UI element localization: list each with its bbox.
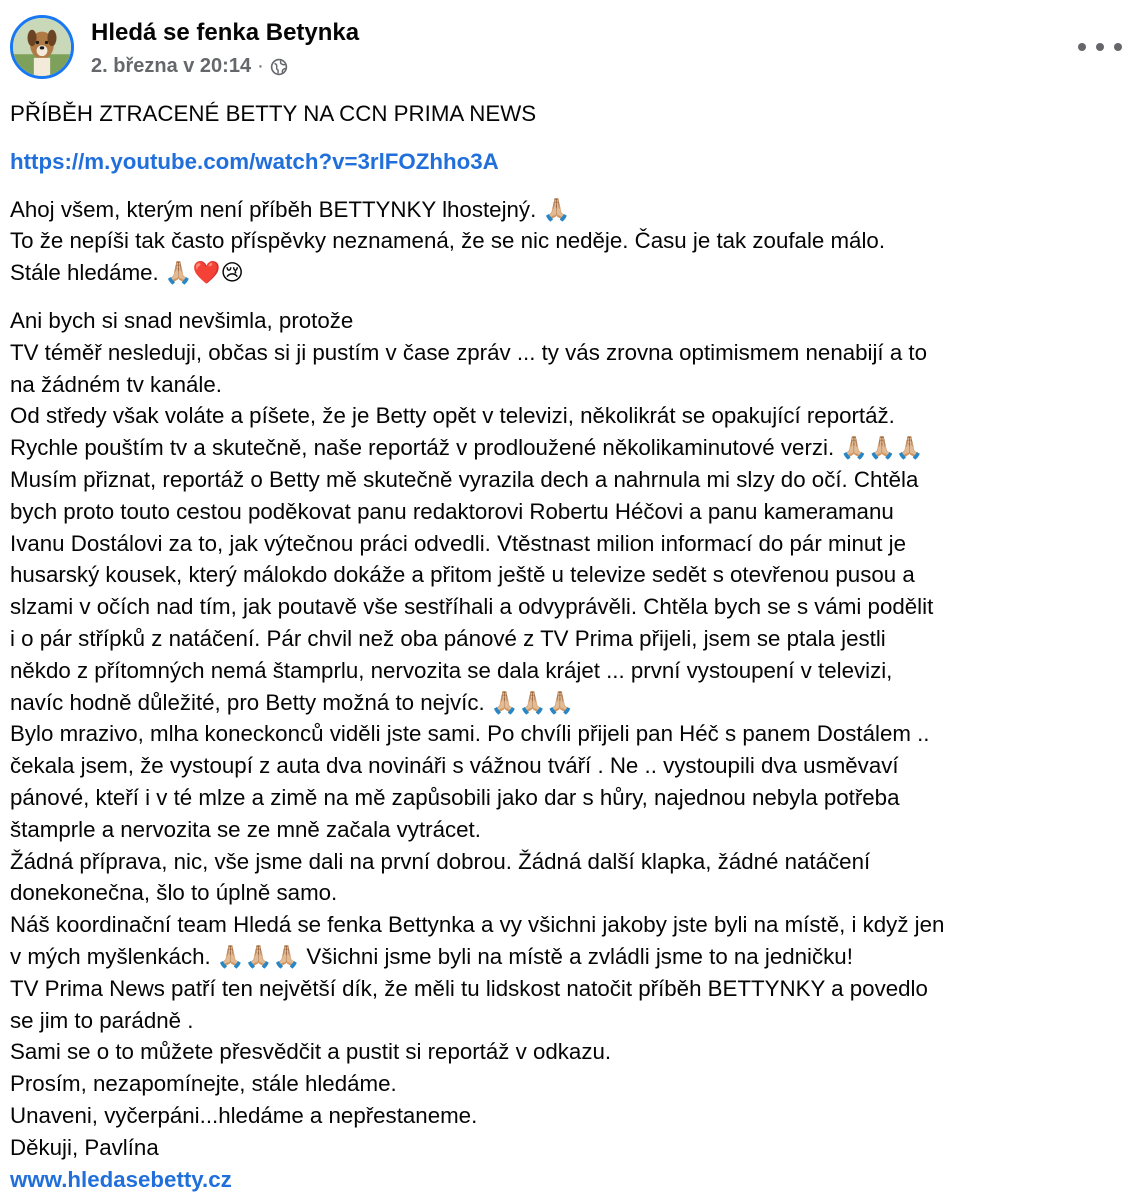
post-title: PŘÍBĚH ZTRACENÉ BETTY NA CCN PRIMA NEWS [10, 101, 537, 126]
more-options-button[interactable] [1078, 35, 1122, 59]
text-line: Náš koordinační team Hledá se fenka Bettynka a vy všichni jakoby jste byli na místě, i když jen [10, 912, 945, 938]
text-line: Ani bych si snad nevšimla, protože [10, 307, 354, 333]
post-header [10, 13, 1122, 85]
text-line: TV téměř nesleduji, občas si ji pustím v čase zpráv ... ty vás zrovna optimismem nenabijí a to [10, 339, 928, 365]
post-timestamp[interactable]: 2. března v 20:14 [91, 55, 252, 77]
text-line: husarský kousek, který málokdo dokáže a přitom ještě u televize sedět s otevřenou pusou a [10, 562, 915, 588]
more-dots-icon [1114, 43, 1122, 51]
meta-separator: · [257, 55, 264, 77]
text-line: Rychle pouštím tv a skutečně, naše reportáž v prodloužené několikaminutové verzi. 🙏🏼🙏🏼🙏🏼 [10, 435, 924, 461]
text-line: pánové, kteří i v té mlze a zimě na mě zapůsobili jako dar s hůry, najednou nebyla potřeba [10, 784, 900, 810]
text-line: v mých myšlenkách. 🙏🏼🙏🏼🙏🏼 Všichni jsme byli na místě a zvládli jsme to na jedničku! [10, 943, 853, 969]
youtube-link[interactable]: https://m.youtube.com/watch?v=3rlFOZhho3A [10, 148, 499, 174]
text-line: někdo z přítomných nemá štamprlu, nervozita se dala krájet ... první vystoupení v televizi, [10, 657, 893, 683]
text-line: slzami v očích nad tím, jak poutavě vše sestříhali a odvyprávěli. Chtěla bych se s vámi podělit [10, 594, 934, 620]
text-line: se jim to parádně . [10, 1007, 194, 1033]
text-line: TV Prima News patří ten největší dík, že měli tu lidskost natočit příběh BETTYNKY a povedlo [10, 975, 928, 1001]
more-dots-icon [1078, 43, 1086, 51]
text-line: Musím přiznat, reportáž o Betty mě skutečně vyrazila dech a nahrnula mi slzy do očí. Chtěla [10, 466, 919, 492]
text-line: Ivanu Dostálovi za to, jak výtečnou práci odvedli. Vtěstnast milion informací do pár minut je [10, 530, 907, 556]
dog-photo-icon [13, 18, 71, 76]
text-line: i o pár střípků z natáčení. Pár chvil než oba pánové z TV Prima přijeli, jsem se ptala jestli [10, 625, 886, 651]
post-body [10, 98, 1125, 1195]
intro-line: Stále hledáme. 🙏🏼❤️😢 [10, 260, 244, 286]
text-line: Sami se o to můžete přesvědčit a pustit si reportáž v odkazu. [10, 1039, 612, 1065]
text-line: navíc hodně důležité, pro Betty možná to nejvíc. 🙏🏼🙏🏼🙏🏼 [10, 689, 575, 715]
text-line: čekala jsem, že vystoupí z auta dva novináři s vážnou tváří . Ne .. vystoupili dva usměvaví [10, 753, 899, 779]
post-text [10, 305, 1125, 1164]
post-meta [91, 55, 288, 78]
text-line: Žádná příprava, nic, vše jsme dali na první dobrou. Žádná další klapka, žádné natáčení [10, 848, 871, 874]
text-line: Bylo mrazivo, mlha koneckonců viděli jste sami. Po chvíli přijeli pan Héč s panem Dostálem .. [10, 721, 930, 747]
text-line: na žádném tv kanále. [10, 371, 222, 397]
text-line: donekonečna, šlo to úplně samo. [10, 880, 338, 906]
text-line: bych proto touto cestou poděkovat panu redaktorovi Robertu Héčovi a panu kameramanu [10, 498, 894, 524]
text-line: Děkuji, Pavlína [10, 1134, 159, 1160]
text-line: Prosím, nezapomínejte, stále hledáme. [10, 1071, 397, 1097]
avatar[interactable] [10, 15, 74, 79]
globe-icon [270, 58, 288, 76]
text-line: Od středy však voláte a píšete, že je Betty opět v televizi, několikrát se opakující reportáž. [10, 403, 895, 429]
page-name[interactable]: Hledá se fenka Betynka [91, 19, 360, 46]
intro-line: To že nepíši tak často příspěvky neznamená, že se nic neděje. Času je tak zoufale málo. [10, 228, 886, 254]
website-link[interactable]: www.hledasebetty.cz [10, 1166, 232, 1192]
more-dots-icon [1096, 43, 1104, 51]
text-line: Unaveni, vyčerpáni...hledáme a nepřestaneme. [10, 1102, 478, 1128]
text-line: štamprle a nervozita se ze mně začala vytrácet. [10, 816, 481, 842]
intro-line: Ahoj všem, kterým není příběh BETTYNKY lhostejný. 🙏🏼 [10, 196, 571, 222]
